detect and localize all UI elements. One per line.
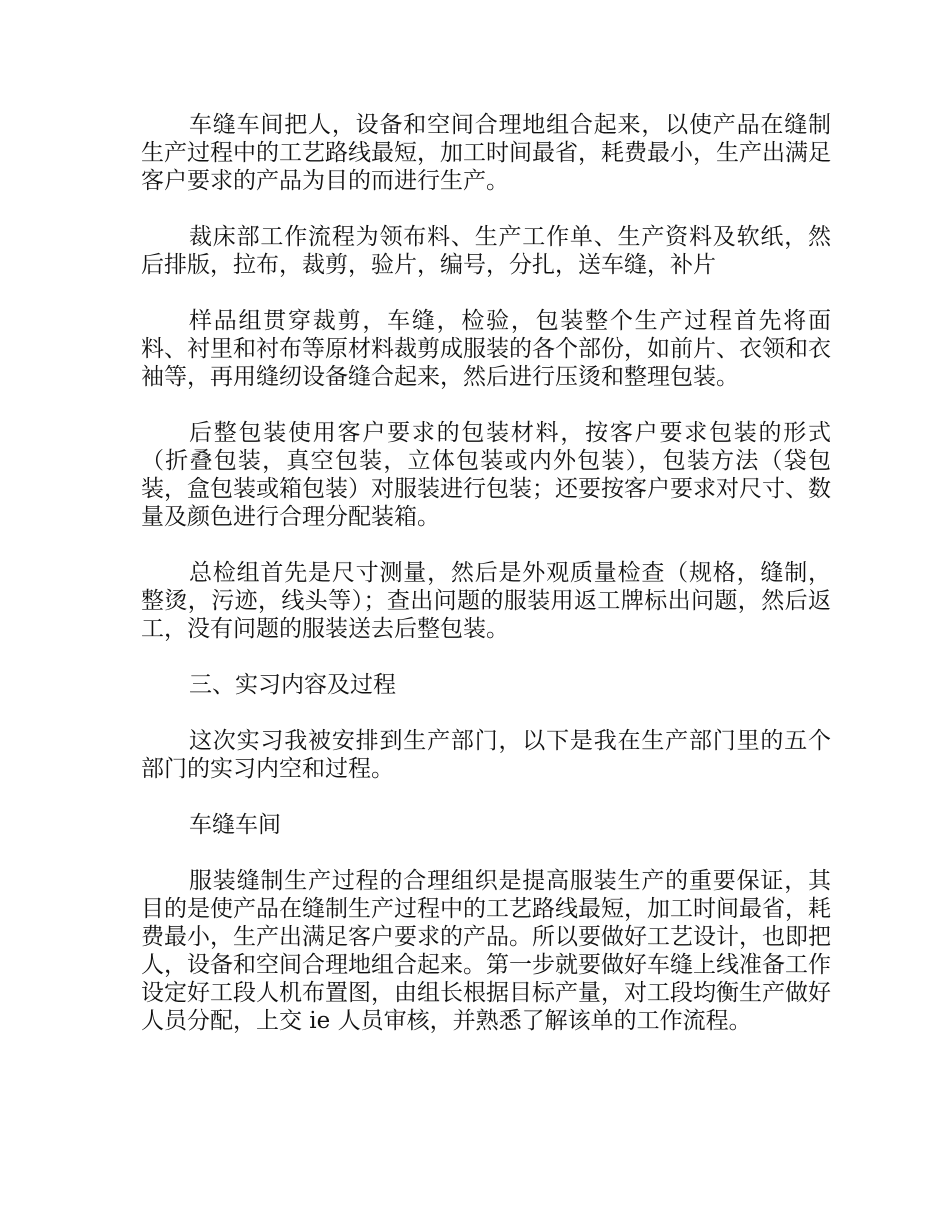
paragraph-internship-assignment: 这次实习我被安排到生产部门，以下是我在生产部门里的五个部门的实习内空和过程。 xyxy=(141,728,831,782)
paragraph-sewing-organization: 服装缝制生产过程的合理组织是提高服装生产的重要保证，其目的是使产品在缝制生产过程中的工艺路线最短，加工时间最省，耗费最小，生产出满足客户要求的产品。所以要做好工艺设计，也即把人，设备和空间合理地组合起来。第一步就要做好车缝上线准备工作设定好工段人机布置图，由组长根据目标产量，对工段均衡生产做好人员分配，上交 ie 人员审核，并熟悉了解该单的工作流程。 xyxy=(141,868,831,1034)
section-heading-internship-content: 三、实习内容及过程 xyxy=(189,672,396,698)
paragraph-finishing-packaging: 后整包装使用客户要求的包装材料，按客户要求包装的形式（折叠包装，真空包装，立体包装或内外包装），包装方法（袋包装，盒包装或箱包装）对服装进行包装；还要按客户要求对尺寸、数量及颜色进行合理分配装箱。 xyxy=(141,420,831,530)
paragraph-cutting-department: 裁床部工作流程为领布料、生产工作单、生产资料及软纸，然后排版，拉布，裁剪，验片，编号，分扎，送车缝，补片 xyxy=(141,224,831,278)
paragraph-sample-group: 样品组贯穿裁剪，车缝，检验，包装整个生产过程首先将面料、衬里和衬布等原材料裁剪成服装的各个部份，如前片、衣领和衣袖等，再用缝纫设备缝合起来，然后进行压烫和整理包装。 xyxy=(141,308,831,390)
paragraph-final-inspection: 总检组首先是尺寸测量，然后是外观质量检查（规格，缝制，整烫，污迹，线头等）；查出问题的服装用返工牌标出问题，然后返工，没有问题的服装送去后整包装。 xyxy=(141,560,831,642)
subheading-sewing-workshop: 车缝车间 xyxy=(189,812,281,838)
paragraph-sewing-workshop-intro: 车缝车间把人，设备和空间合理地组合起来，以使产品在缝制生产过程中的工艺路线最短，加工时间最省，耗费最小，生产出满足客户要求的产品为目的而进行生产。 xyxy=(141,112,831,194)
document-body xyxy=(141,111,831,1063)
